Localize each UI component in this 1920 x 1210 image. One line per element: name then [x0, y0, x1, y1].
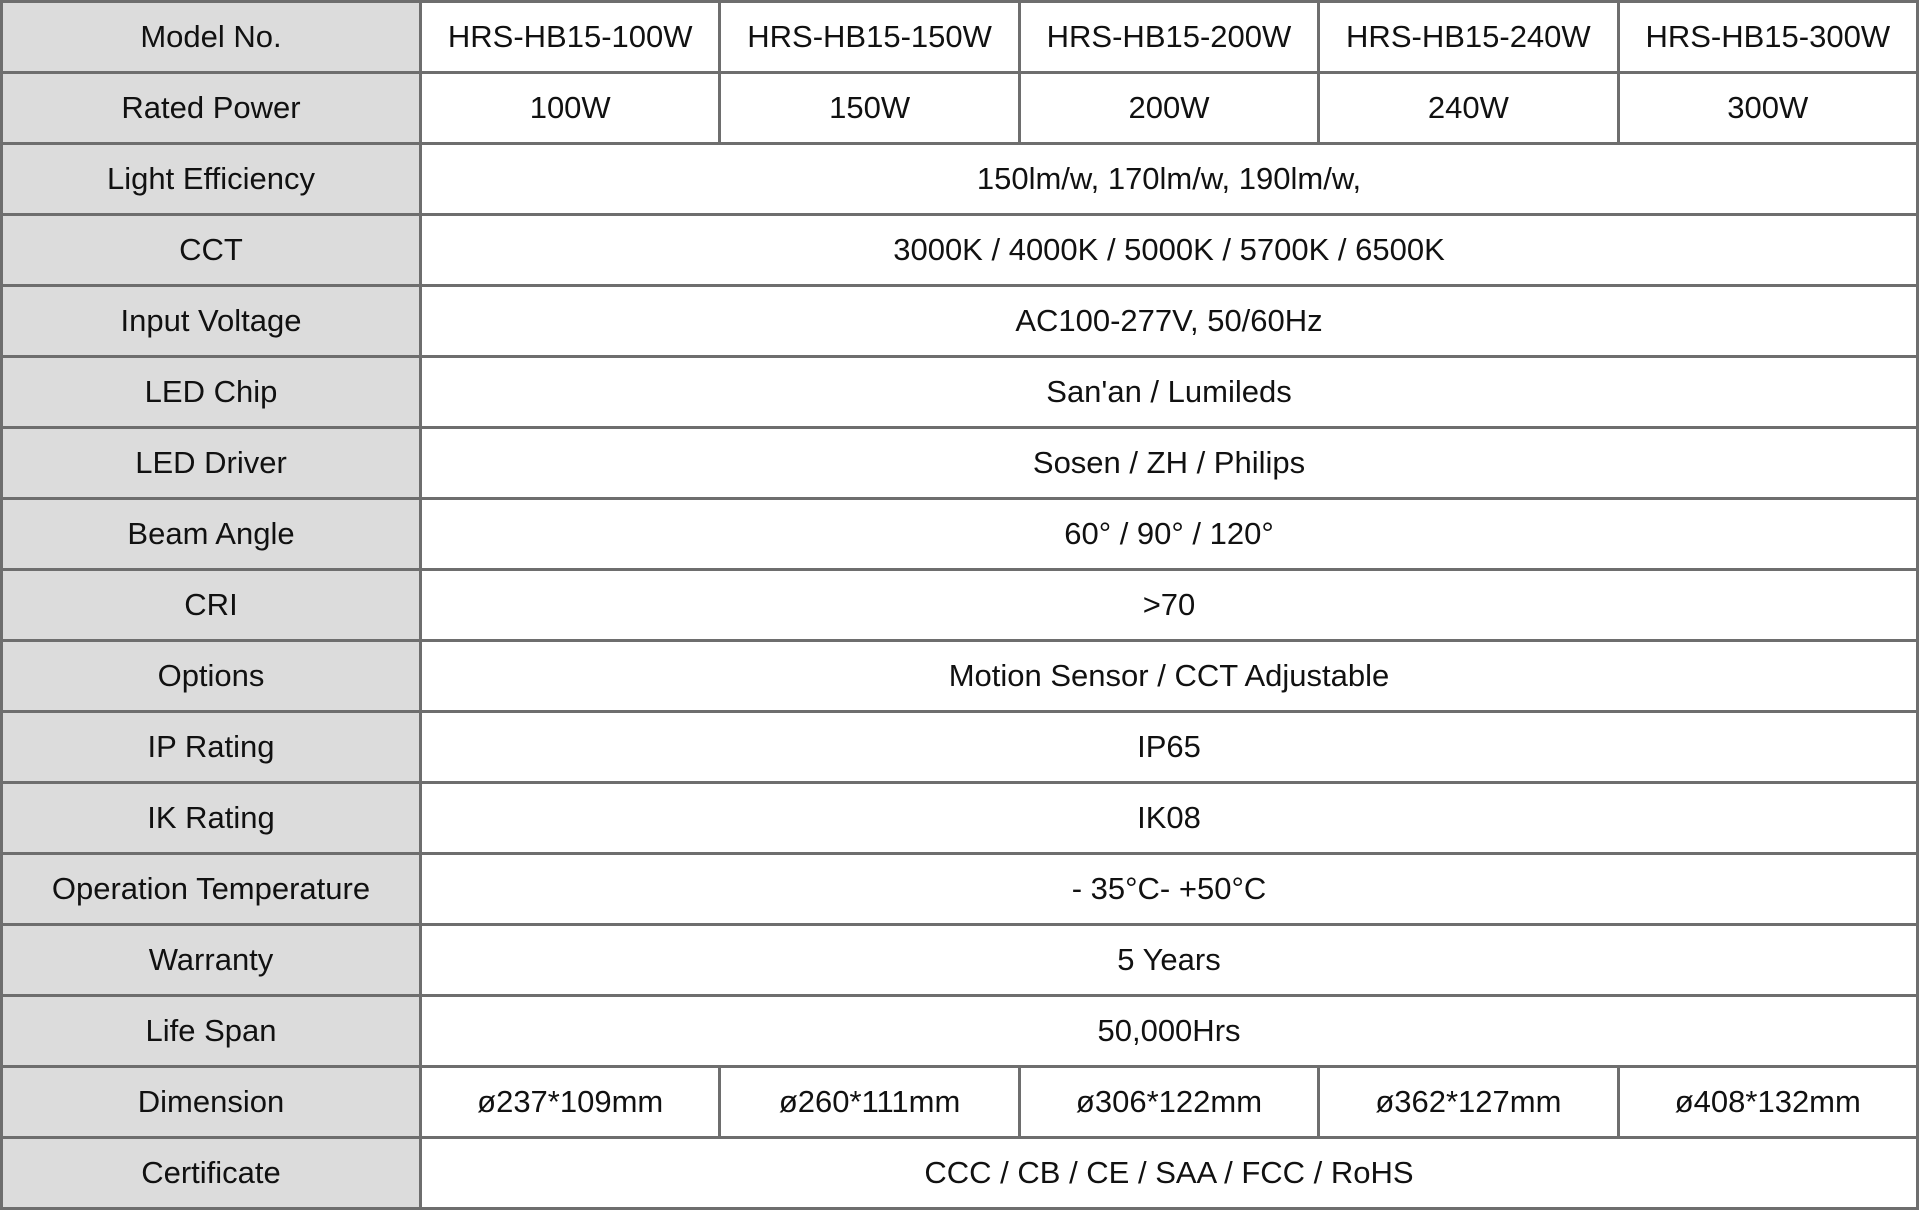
row-label-rated-power: Rated Power [2, 73, 421, 144]
certificate-value: CCC / CB / CE / SAA / FCC / RoHS [421, 1138, 1918, 1209]
row-label-ik-rating: IK Rating [2, 783, 421, 854]
table-row-ip-rating [2, 712, 1918, 783]
table-row-beam-angle [2, 499, 1918, 570]
row-label-warranty: Warranty [2, 925, 421, 996]
table-row-cri [2, 570, 1918, 641]
row-label-light-efficiency: Light Efficiency [2, 144, 421, 215]
table-row-cct [2, 215, 1918, 286]
row-label-ip-rating: IP Rating [2, 712, 421, 783]
led-driver-value: Sosen / ZH / Philips [421, 428, 1918, 499]
dimension-cell-100w: ø237*109mm [421, 1067, 720, 1138]
table-row-options [2, 641, 1918, 712]
model-cell-100w: HRS-HB15-100W [421, 2, 720, 73]
warranty-value: 5 Years [421, 925, 1918, 996]
row-label-cri: CRI [2, 570, 421, 641]
input-voltage-value: AC100-277V, 50/60Hz [421, 286, 1918, 357]
row-label-input-voltage: Input Voltage [2, 286, 421, 357]
table-row-light-efficiency [2, 144, 1918, 215]
row-label-operation-temperature: Operation Temperature [2, 854, 421, 925]
dimension-cell-200w: ø306*122mm [1019, 1067, 1318, 1138]
table-row-warranty [2, 925, 1918, 996]
rated-power-cell-240w: 240W [1319, 73, 1618, 144]
ik-rating-value: IK08 [421, 783, 1918, 854]
row-label-beam-angle: Beam Angle [2, 499, 421, 570]
row-label-cct: CCT [2, 215, 421, 286]
rated-power-cell-150w: 150W [720, 73, 1019, 144]
table-row-ik-rating [2, 783, 1918, 854]
model-cell-150w: HRS-HB15-150W [720, 2, 1019, 73]
row-label-life-span: Life Span [2, 996, 421, 1067]
light-efficiency-value: 150lm/w, 170lm/w, 190lm/w, [421, 144, 1918, 215]
table-row-led-chip [2, 357, 1918, 428]
dimension-cell-240w: ø362*127mm [1319, 1067, 1618, 1138]
model-cell-240w: HRS-HB15-240W [1319, 2, 1618, 73]
table-row-rated-power [2, 73, 1918, 144]
ip-rating-value: IP65 [421, 712, 1918, 783]
table-row-dimension [2, 1067, 1918, 1138]
dimension-cell-150w: ø260*111mm [720, 1067, 1019, 1138]
row-label-model-no: Model No. [2, 2, 421, 73]
dimension-cell-300w: ø408*132mm [1618, 1067, 1917, 1138]
row-label-options: Options [2, 641, 421, 712]
table-row-certificate [2, 1138, 1918, 1209]
operation-temperature-value: - 35°C- +50°C [421, 854, 1918, 925]
rated-power-cell-300w: 300W [1618, 73, 1917, 144]
beam-angle-value: 60° / 90° / 120° [421, 499, 1918, 570]
cri-value: >70 [421, 570, 1918, 641]
cct-value: 3000K / 4000K / 5000K / 5700K / 6500K [421, 215, 1918, 286]
row-label-led-driver: LED Driver [2, 428, 421, 499]
table-row-life-span [2, 996, 1918, 1067]
row-label-led-chip: LED Chip [2, 357, 421, 428]
options-value: Motion Sensor / CCT Adjustable [421, 641, 1918, 712]
table-row-led-driver [2, 428, 1918, 499]
rated-power-cell-100w: 100W [421, 73, 720, 144]
row-label-dimension: Dimension [2, 1067, 421, 1138]
led-chip-value: San'an / Lumileds [421, 357, 1918, 428]
table-row-input-voltage [2, 286, 1918, 357]
table-row-operation-temperature [2, 854, 1918, 925]
row-label-certificate: Certificate [2, 1138, 421, 1209]
table-row-model-no [2, 2, 1918, 73]
life-span-value: 50,000Hrs [421, 996, 1918, 1067]
model-cell-300w: HRS-HB15-300W [1618, 2, 1917, 73]
model-cell-200w: HRS-HB15-200W [1019, 2, 1318, 73]
rated-power-cell-200w: 200W [1019, 73, 1318, 144]
